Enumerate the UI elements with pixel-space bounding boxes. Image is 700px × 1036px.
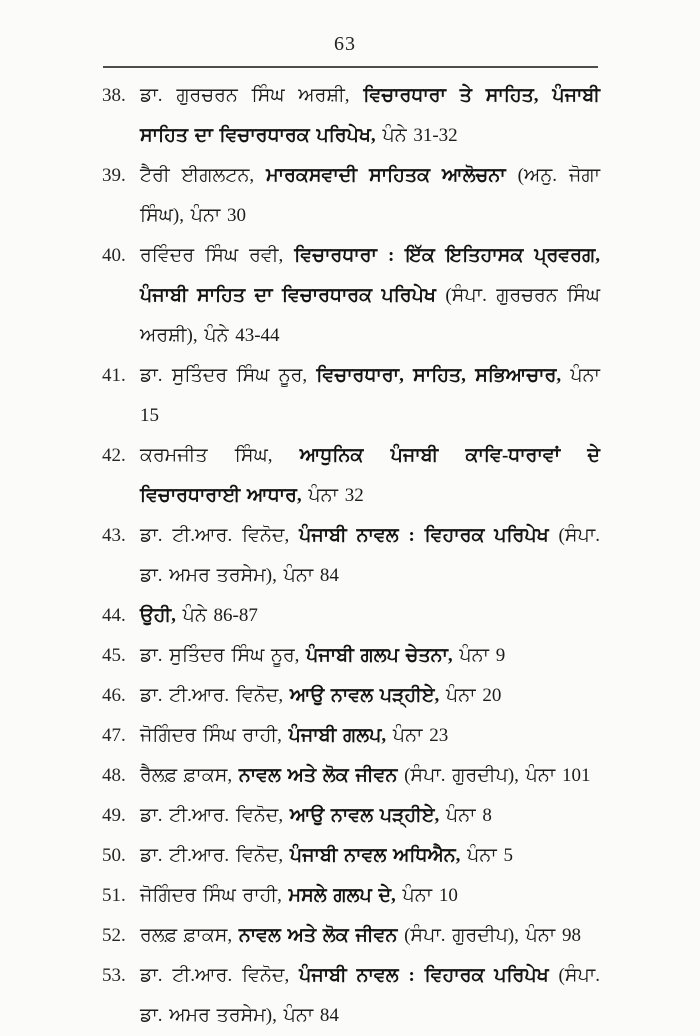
- reference-number: 50.: [102, 845, 126, 866]
- reference-plain-text: ਡਾ. ਟੀ.ਆਰ. ਵਿਨੋਦ,: [140, 685, 290, 706]
- reference-plain-text: ਡਾ. ਸੁਤਿੰਦਰ ਸਿੰਘ ਨੂਰ,: [140, 365, 317, 386]
- reference-text: [140, 156, 600, 236]
- reference-title-bold: ਪੰਜਾਬੀ ਨਾਵਲ : ਵਿਹਾਰਕ ਪਰਿਪੇਖ: [299, 965, 549, 986]
- reference-item: [102, 796, 600, 836]
- reference-plain-text: ਪੰਨਾ 32: [301, 485, 364, 506]
- reference-title-bold: ਪੰਜਾਬੀ ਗਲਪ ਚੇਤਨਾ,: [306, 645, 453, 666]
- reference-item: [102, 716, 600, 756]
- reference-text: [140, 756, 600, 796]
- reference-plain-text: (ਸੰਪਾ. ਗੁਰਦੀਪ), ਪੰਨਾ 98: [397, 925, 581, 946]
- reference-plain-text: ਪੰਨੇ 86-87: [175, 605, 258, 626]
- reference-plain-text: ਜੋਗਿੰਦਰ ਸਿੰਘ ਰਾਹੀ,: [140, 725, 289, 746]
- reference-plain-text: ਕਰਮਜੀਤ ਸਿੰਘ,: [140, 445, 300, 466]
- reference-number: 44.: [102, 605, 126, 626]
- reference-text: [140, 436, 600, 516]
- reference-title-bold: ਵਿਚਾਰਧਾਰਾ ਤੇ ਸਾਹਿਤ, ਪੰਜਾਬੀ ਸਾਹਿਤ ਦਾ ਵਿਚਾਰਧਾਰਕ ਪਰਿਪੇਖ,: [140, 85, 600, 146]
- reference-plain-text: (ਸੰਪਾ. ਗੁਰਦੀਪ), ਪੰਨਾ 101: [397, 765, 591, 786]
- reference-plain-text: (ਅਨੁ. ਜੋਗਾ ਸਿੰਘ), ਪੰਨਾ 30: [140, 165, 601, 226]
- reference-plain-text: ਪੰਨਾ 23: [386, 725, 449, 746]
- reference-title-bold: ਪੰਜਾਬੀ ਗਲਪ,: [288, 725, 387, 746]
- reference-item: [102, 596, 600, 636]
- reference-text: [140, 516, 600, 596]
- reference-text: [140, 596, 600, 636]
- reference-title-bold: ਨਾਵਲ ਅਤੇ ਲੋਕ ਜੀਵਨ: [238, 765, 398, 786]
- reference-item: [102, 436, 600, 516]
- reference-text: [140, 676, 600, 716]
- reference-number: 51.: [102, 885, 126, 906]
- reference-plain-text: ਪੰਨਾ 8: [439, 805, 492, 826]
- reference-text: [140, 956, 600, 1036]
- reference-title-bold: ਉਹੀ,: [140, 605, 176, 626]
- reference-number: 53.: [102, 965, 126, 986]
- reference-number: 52.: [102, 925, 126, 946]
- reference-item: [102, 516, 600, 596]
- reference-item: [102, 956, 600, 1036]
- reference-plain-text: ਰਵਿੰਦਰ ਸਿੰਘ ਰਵੀ,: [140, 245, 295, 266]
- reference-plain-text: ਪੰਨਾ 15: [140, 365, 600, 426]
- reference-title-bold: ਪੰਜਾਬੀ ਨਾਵਲ : ਵਿਹਾਰਕ ਪਰਿਪੇਖ: [299, 525, 549, 546]
- reference-plain-text: ਰਲਫ਼ ਫ਼ਾਕਸ,: [140, 925, 239, 946]
- reference-text: [140, 76, 600, 156]
- reference-plain-text: (ਸੰਪਾ. ਗੁਰਚਰਨ ਸਿੰਘ ਅਰਸ਼ੀ), ਪੰਨੇ 43-44: [140, 285, 601, 346]
- page-number: 63: [334, 33, 356, 55]
- reference-plain-text: ਡਾ. ਟੀ.ਆਰ. ਵਿਨੋਦ,: [140, 845, 290, 866]
- reference-text: [140, 836, 600, 876]
- reference-title-bold: ਵਿਚਾਰਧਾਰਾ : ਇੱਕ ਇਤਿਹਾਸਕ ਪ੍ਰਵਰਗ, ਪੰਜਾਬੀ ਸਾਹਿਤ ਦਾ ਵਿਚਾਰਧਾਰਕ ਪਰਿਪੇਖ: [140, 245, 601, 306]
- reference-item: [102, 916, 600, 956]
- reference-number: 47.: [102, 725, 126, 746]
- reference-plain-text: ਪੰਨਾ 20: [439, 685, 502, 706]
- reference-number: 39.: [102, 165, 126, 186]
- reference-number: 38.: [102, 85, 126, 106]
- reference-text: [140, 796, 600, 836]
- reference-text: [140, 716, 600, 756]
- reference-item: [102, 756, 600, 796]
- reference-text: [140, 356, 600, 436]
- reference-item: [102, 836, 600, 876]
- reference-plain-text: (ਸੰਪਾ. ਡਾ. ਅਮਰ ਤਰਸੇਮ), ਪੰਨਾ 84: [140, 965, 600, 1026]
- reference-plain-text: ਡਾ. ਟੀ.ਆਰ. ਵਿਨੋਦ,: [140, 525, 300, 546]
- reference-title-bold: ਆਧੁਨਿਕ ਪੰਜਾਬੀ ਕਾਵਿ-ਧਾਰਾਵਾਂ ਦੇ ਵਿਚਾਰਧਾਰਾਈ ਆਧਾਰ,: [140, 445, 601, 506]
- reference-plain-text: ਡਾ. ਟੀ.ਆਰ. ਵਿਨੋਦ,: [140, 805, 290, 826]
- reference-plain-text: ਡਾ. ਗੁਰਚਰਨ ਸਿੰਘ ਅਰਸ਼ੀ,: [140, 85, 364, 106]
- reference-list: [102, 76, 600, 1036]
- reference-plain-text: ਰੈਲਫ਼ ਫ਼ਾਕਸ,: [140, 765, 239, 786]
- reference-item: [102, 876, 600, 916]
- reference-title-bold: ਆਉ ਨਾਵਲ ਪੜ੍ਹੀਏ,: [289, 685, 440, 706]
- reference-plain-text: ਟੈਰੀ ਈਗਲਟਨ,: [140, 165, 267, 186]
- reference-number: 48.: [102, 765, 126, 786]
- reference-item: [102, 76, 600, 156]
- reference-plain-text: ਡਾ. ਸੁਤਿੰਦਰ ਸਿੰਘ ਨੂਰ,: [140, 645, 307, 666]
- reference-plain-text: ਜੋਗਿੰਦਰ ਸਿੰਘ ਰਾਹੀ,: [140, 885, 289, 906]
- reference-title-bold: ਮਾਰਕਸਵਾਦੀ ਸਾਹਿਤਕ ਆਲੋਚਨਾ: [266, 165, 506, 186]
- reference-title-bold: ਮਸਲੇ ਗਲਪ ਦੇ,: [288, 885, 396, 906]
- reference-number: 43.: [102, 525, 126, 546]
- reference-plain-text: ਪੰਨਾ 9: [452, 645, 506, 666]
- reference-item: [102, 156, 600, 236]
- reference-item: [102, 356, 600, 436]
- reference-plain-text: ਪੰਨਾ 5: [460, 845, 513, 866]
- reference-text: [140, 236, 600, 356]
- reference-text: [140, 916, 600, 956]
- reference-item: [102, 676, 600, 716]
- reference-title-bold: ਨਾਵਲ ਅਤੇ ਲੋਕ ਜੀਵਨ: [238, 925, 398, 946]
- reference-text: [140, 636, 600, 676]
- reference-item: [102, 236, 600, 356]
- reference-number: 45.: [102, 645, 126, 666]
- reference-number: 42.: [102, 445, 126, 466]
- reference-plain-text: ਪੰਨੇ 31-32: [375, 125, 458, 146]
- reference-title-bold: ਆਉ ਨਾਵਲ ਪੜ੍ਹੀਏ,: [289, 805, 440, 826]
- reference-number: 49.: [102, 805, 126, 826]
- reference-title-bold: ਵਿਚਾਰਧਾਰਾ, ਸਾਹਿਤ, ਸਭਿਆਚਾਰ,: [316, 365, 562, 386]
- reference-plain-text: ਪੰਨਾ 10: [395, 885, 458, 906]
- reference-text: [140, 876, 600, 916]
- reference-number: 46.: [102, 685, 126, 706]
- reference-title-bold: ਪੰਜਾਬੀ ਨਾਵਲ ਅਧਿਐਨ,: [289, 845, 461, 866]
- reference-item: [102, 636, 600, 676]
- header-rule: [103, 66, 598, 68]
- reference-number: 41.: [102, 365, 126, 386]
- reference-plain-text: ਡਾ. ਟੀ.ਆਰ. ਵਿਨੋਦ,: [140, 965, 300, 986]
- reference-plain-text: (ਸੰਪਾ. ਡਾ. ਅਮਰ ਤਰਸੇਮ), ਪੰਨਾ 84: [140, 525, 600, 586]
- reference-number: 40.: [102, 245, 126, 266]
